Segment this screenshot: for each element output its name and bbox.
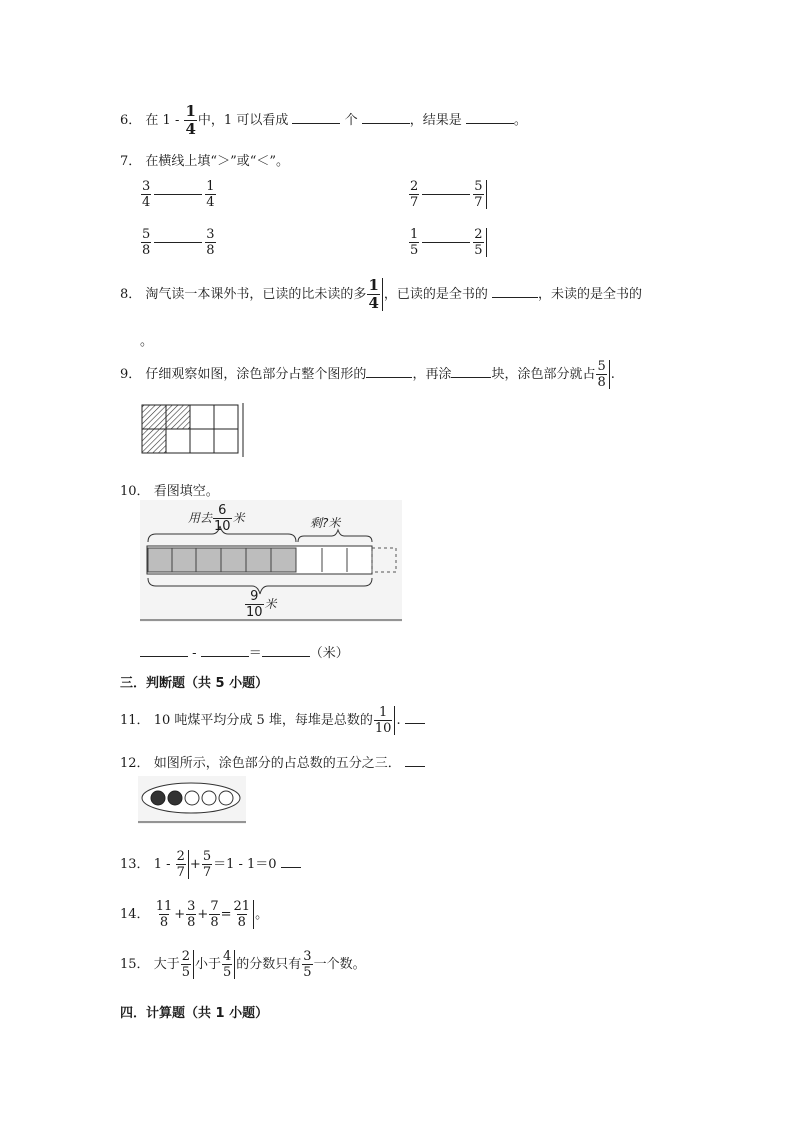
- compare-pair: [408, 180, 488, 209]
- fraction: $\frac{2}{5}$: [473, 228, 486, 257]
- question-text: 中，1 可以看成: [197, 113, 289, 128]
- section-heading: 四．计算题（共 1 小题）: [120, 1006, 269, 1021]
- question-10: [120, 480, 219, 499]
- answer-blank[interactable]: [466, 111, 514, 124]
- question-text: 淘气读一本课外书，已读的比未读的多: [145, 287, 367, 302]
- question-number: 11．: [120, 713, 150, 728]
- fraction: $\frac{7}{8}$: [210, 899, 219, 930]
- judge-blank[interactable]: [405, 711, 425, 724]
- question-number: 6．: [120, 113, 142, 128]
- answer-blank[interactable]: [451, 365, 491, 378]
- compare-pair: [408, 228, 488, 257]
- answer-blank[interactable]: [366, 365, 412, 378]
- circle-empty: [185, 791, 199, 805]
- question-14: 14． $\frac{11}{8}$ + $\frac{3}{8}$ + $\frac{7}{8}$ = $\frac{21}{8}$ 。: [120, 899, 269, 930]
- fraction: $\frac{1}{4}$: [185, 102, 196, 138]
- question-8-line2: 。: [140, 334, 154, 349]
- grid-cell: [214, 405, 238, 429]
- fraction: $\frac{3}{4}$: [142, 179, 151, 210]
- fraction: $\frac{11}{8}$: [155, 899, 173, 930]
- circle-filled: [151, 791, 165, 805]
- grid-cell-shaded: [166, 405, 190, 429]
- total-label: $\frac{9}{10}$ 米: [246, 589, 277, 620]
- question-text: 看图填空。: [153, 484, 219, 499]
- fraction: $\frac{2}{7}$: [176, 850, 189, 879]
- answer-blank[interactable]: [201, 644, 249, 657]
- fraction: $\frac{5}{8}$: [596, 360, 609, 389]
- ribbon-diagram: [140, 500, 402, 622]
- grid-cell: [214, 429, 238, 453]
- fraction: $\frac{5}{7}$: [202, 849, 212, 880]
- grid-cell-shaded: [142, 405, 166, 429]
- fraction: $\frac{21}{8}$: [233, 900, 255, 929]
- fraction: $\frac{4}{5}$: [222, 950, 235, 979]
- circle-filled: [168, 791, 182, 805]
- question-number: 15．: [120, 957, 150, 972]
- question-7: [120, 150, 289, 169]
- question-number: 7．: [120, 154, 142, 169]
- fraction: $\frac{1}{4}$: [206, 179, 215, 210]
- fraction: $\frac{5}{7}$: [473, 180, 486, 209]
- judge-blank[interactable]: [281, 855, 301, 868]
- fraction: $\frac{3}{8}$: [206, 227, 215, 258]
- grid-cell-shaded: [142, 429, 166, 453]
- left-label: 剩?米: [310, 516, 341, 530]
- question-8: 8． 淘气读一本课外书，已读的比未读的多 $\frac{1}{4}$ ，已读的是全书的 ，未读的是全书的: [120, 276, 643, 312]
- answer-blank[interactable]: [362, 111, 410, 124]
- fraction: $\frac{3}{5}$: [303, 949, 312, 980]
- question-12: [120, 752, 425, 771]
- grid-cell: [190, 405, 214, 429]
- compare-pair: [140, 180, 217, 209]
- grid-cell: [166, 429, 190, 453]
- compare-blank[interactable]: [422, 242, 470, 243]
- question-number: 14．: [120, 907, 150, 922]
- fraction: $\frac{2}{7}$: [410, 179, 419, 210]
- compare-blank[interactable]: [422, 194, 470, 195]
- fraction: $\frac{1}{4}$: [367, 278, 382, 311]
- shaded-grid-figure: [140, 403, 246, 459]
- grid-cell: [190, 429, 214, 453]
- circle-empty: [202, 791, 216, 805]
- question-text: 在横线上填“＞”或“＜”。: [145, 154, 290, 169]
- fraction: $\frac{3}{8}$: [187, 899, 196, 930]
- fraction: $\frac{1}{5}$: [410, 227, 419, 258]
- answer-blank[interactable]: [492, 285, 538, 298]
- answer-blank[interactable]: [140, 644, 188, 657]
- question-number: 9．: [120, 367, 142, 382]
- question-number: 13．: [120, 857, 150, 872]
- circles-figure: [138, 776, 246, 824]
- answer-blank[interactable]: [292, 111, 340, 124]
- question-9: 9． 仔细观察如图，涂色部分占整个图形的 ，再涂 块，涂色部分就占 $\frac{5}{8}$ .: [120, 359, 615, 390]
- question-text: 10 吨煤平均分成 5 堆，每堆是总数的: [153, 713, 373, 728]
- question-number: 12．: [120, 756, 150, 771]
- answer-blank[interactable]: [262, 644, 310, 657]
- fraction: $\frac{1}{10}$: [374, 706, 396, 735]
- compare-blank[interactable]: [154, 242, 202, 243]
- question-15: 15． 大于 $\frac{2}{5}$ 小于 $\frac{4}{5}$ 的分数只有 $\frac{3}{5}$ 一个数。: [120, 949, 366, 980]
- used-label: 用去 $\frac{6}{10}$ 米: [188, 503, 245, 534]
- compare-pair: [140, 228, 217, 257]
- question-text: 如图所示，涂色部分的占总数的五分之三．: [153, 756, 401, 771]
- question-6: 6． 在 1 - $\frac{1}{4}$ 中，1 可以看成 个 ，结果是 。: [120, 102, 527, 138]
- question-10-equation: - ＝ （米）: [140, 642, 349, 661]
- question-11: 11． 10 吨煤平均分成 5 堆，每堆是总数的 $\frac{1}{10}$ .: [120, 706, 425, 735]
- circle-empty: [219, 791, 233, 805]
- question-number: 8．: [120, 287, 142, 302]
- question-13: 13． 1 - $\frac{2}{7}$ + $\frac{5}{7}$ ＝1 - 1＝0: [120, 850, 301, 879]
- compare-blank[interactable]: [154, 194, 202, 195]
- fraction: $\frac{5}{8}$: [142, 227, 151, 258]
- section-heading: 三．判断题（共 5 小题）: [120, 676, 269, 691]
- judge-blank[interactable]: [405, 754, 425, 767]
- question-text: 仔细观察如图，涂色部分占整个图形的: [145, 367, 367, 382]
- question-number: 10．: [120, 484, 150, 499]
- fraction: $\frac{2}{5}$: [181, 950, 194, 979]
- question-text: 在 1 -: [145, 113, 184, 128]
